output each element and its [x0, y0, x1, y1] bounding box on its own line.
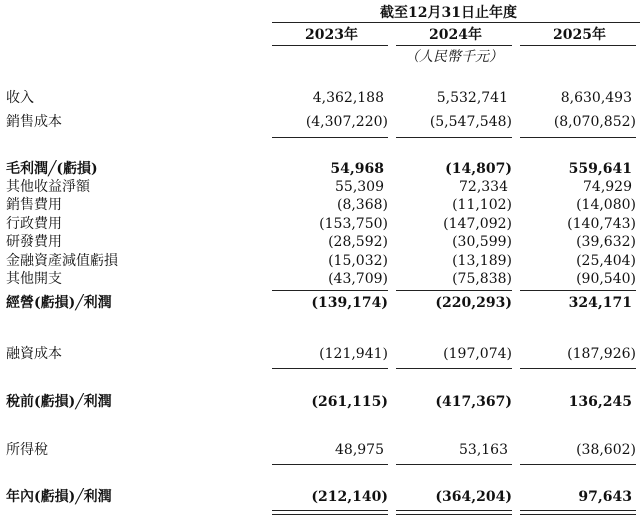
rule-after-other-expenses-2025 — [520, 290, 636, 291]
row-label-operating-result: 經營(虧損)╱利潤 — [6, 295, 112, 311]
rule-after-finance-2023 — [272, 368, 388, 369]
row-value-cost-of-sales-2025: (8,070,852) — [553, 114, 636, 130]
row-value-finance-costs-2023: (121,941) — [319, 346, 388, 362]
header-rule-2024 — [396, 45, 512, 46]
row-value-gross-profit-2024: (14,807) — [445, 161, 512, 177]
row-label-revenue: 收入 — [6, 90, 34, 106]
year-2024-header: 2024年 — [429, 27, 482, 43]
row-value-other-gains-2025: 74,929 — [583, 179, 632, 195]
row-value-gross-profit-2023: 54,968 — [330, 161, 384, 177]
row-value-revenue-2023: 4,362,188 — [312, 90, 384, 106]
rule-after-tax-2023 — [272, 464, 388, 465]
row-value-net-result-2025: 97,643 — [578, 489, 632, 505]
row-value-cost-of-sales-2024: (5,547,548) — [429, 114, 512, 130]
rule-after-finance-2024 — [396, 368, 512, 369]
rule-after-cost-2024 — [396, 137, 512, 138]
row-value-income-tax-2024: 53,163 — [459, 442, 508, 458]
row-value-admin-expenses-2024: (147,092) — [443, 216, 512, 232]
row-label-net-result: 年內(虧損)╱利潤 — [6, 489, 112, 505]
row-value-other-gains-2023: 55,309 — [335, 179, 384, 195]
row-value-finance-costs-2025: (187,926) — [567, 346, 636, 362]
row-value-impairment-losses-2025: (25,404) — [576, 253, 636, 269]
unit-label: （人民幣千元） — [405, 49, 503, 65]
period-title: 截至12月31日止年度 — [380, 5, 517, 21]
row-label-pretax-result: 稅前(虧損)╱利潤 — [6, 394, 112, 410]
row-value-rd-expenses-2025: (39,632) — [576, 234, 636, 250]
row-value-finance-costs-2024: (197,074) — [443, 346, 512, 362]
double-rule-bottom-2024 — [396, 514, 512, 515]
row-value-revenue-2025: 8,630,493 — [560, 90, 632, 106]
double-rule-bottom-2025 — [520, 514, 636, 515]
row-value-operating-result-2024: (220,293) — [435, 295, 512, 311]
rule-after-tax-2025 — [520, 464, 636, 465]
double-rule-bottom-2023 — [272, 514, 388, 515]
row-value-revenue-2024: 5,532,741 — [436, 90, 508, 106]
rule-after-cost-2023 — [272, 137, 388, 138]
row-value-other-gains-2024: 72,334 — [459, 179, 508, 195]
rule-after-other-expenses-2024 — [396, 290, 512, 291]
row-value-operating-result-2025: 324,171 — [568, 295, 632, 311]
row-value-selling-expenses-2024: (11,102) — [452, 197, 512, 213]
row-label-other-gains: 其他收益淨額 — [6, 179, 90, 195]
row-label-other-expenses: 其他開支 — [6, 271, 62, 287]
row-value-rd-expenses-2023: (28,592) — [328, 234, 388, 250]
row-label-rd-expenses: 研發費用 — [6, 234, 62, 250]
rule-after-cost-2025 — [520, 137, 636, 138]
row-label-admin-expenses: 行政費用 — [6, 216, 62, 232]
rule-after-other-expenses-2023 — [272, 290, 388, 291]
row-label-finance-costs: 融資成本 — [6, 346, 62, 362]
row-value-other-expenses-2025: (90,540) — [576, 271, 636, 287]
row-value-net-result-2023: (212,140) — [311, 489, 388, 505]
row-value-income-tax-2025: (38,602) — [576, 442, 636, 458]
row-value-gross-profit-2025: 559,641 — [568, 161, 632, 177]
header-rule-2025 — [520, 45, 636, 46]
row-label-impairment-losses: 金融資產減值虧損 — [6, 253, 118, 269]
row-label-selling-expenses: 銷售費用 — [6, 197, 62, 213]
year-2025-header: 2025年 — [553, 27, 606, 43]
header-rule-top — [272, 22, 640, 23]
header-rule-2023 — [272, 45, 388, 46]
row-value-admin-expenses-2025: (140,743) — [567, 216, 636, 232]
rule-after-tax-2024 — [396, 464, 512, 465]
row-value-selling-expenses-2025: (14,080) — [576, 197, 636, 213]
row-value-other-expenses-2023: (43,709) — [328, 271, 388, 287]
row-value-impairment-losses-2024: (13,189) — [452, 253, 512, 269]
row-value-selling-expenses-2023: (8,368) — [336, 197, 388, 213]
row-value-cost-of-sales-2023: (4,307,220) — [305, 114, 388, 130]
row-value-income-tax-2023: 48,975 — [335, 442, 384, 458]
double-rule-top-2023 — [272, 510, 388, 511]
row-value-pretax-result-2024: (417,367) — [435, 394, 512, 410]
row-label-gross-profit: 毛利潤╱(虧損) — [6, 161, 98, 177]
row-label-income-tax: 所得稅 — [6, 442, 48, 458]
row-value-pretax-result-2023: (261,115) — [311, 394, 388, 410]
row-value-impairment-losses-2023: (15,032) — [328, 253, 388, 269]
row-value-rd-expenses-2024: (30,599) — [452, 234, 512, 250]
row-label-cost-of-sales: 銷售成本 — [6, 114, 62, 130]
double-rule-top-2024 — [396, 510, 512, 511]
row-value-pretax-result-2025: 136,245 — [568, 394, 632, 410]
rule-after-finance-2025 — [520, 368, 636, 369]
row-value-operating-result-2023: (139,174) — [311, 295, 388, 311]
year-2023-header: 2023年 — [305, 27, 358, 43]
row-value-admin-expenses-2023: (153,750) — [319, 216, 388, 232]
double-rule-top-2025 — [520, 510, 636, 511]
row-value-net-result-2024: (364,204) — [435, 489, 512, 505]
row-value-other-expenses-2024: (75,838) — [452, 271, 512, 287]
